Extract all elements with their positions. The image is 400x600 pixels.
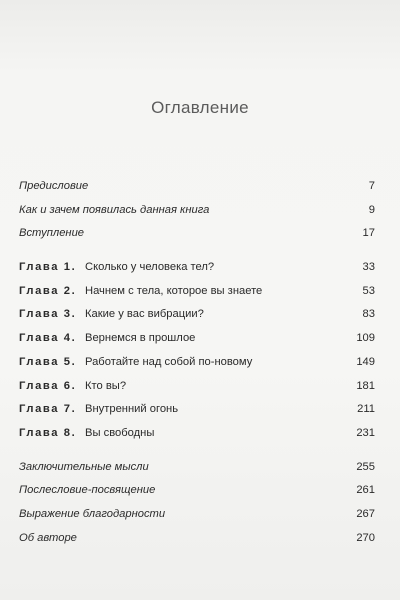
toc-entry-acknowledgements (19, 503, 375, 527)
toc-entry-label: Об авторе (19, 531, 77, 544)
chapter-number: Глава 2. (19, 284, 77, 297)
chapter-title: Вы свободны (85, 426, 155, 439)
chapter-number: Глава 8. (19, 426, 77, 439)
toc-entry-page: 211 (357, 403, 375, 416)
chapter-number: Глава 5. (19, 355, 77, 368)
toc-chapter-5 (19, 351, 375, 375)
toc-entry-label: Предисловие (19, 180, 89, 192)
toc-entry-page: 7 (368, 180, 375, 192)
toc-entry-how-why (19, 199, 375, 223)
chapter-number: Глава 4. (19, 332, 77, 345)
toc-entry-label: Выражение благодарности (19, 507, 166, 520)
page-title: Оглавление (151, 98, 249, 117)
toc-entry-page: 231 (356, 426, 375, 439)
toc-entry-page: 53 (362, 284, 375, 297)
toc-entry-page: 83 (362, 308, 375, 321)
toc-entry-page: 33 (362, 261, 375, 274)
chapter-title: Вернемся в прошлое (85, 332, 196, 345)
toc-entry-page: 109 (356, 332, 375, 345)
chapter-number: Глава 1. (19, 261, 77, 274)
toc-entry-page: 270 (356, 531, 375, 544)
toc-entry-page: 255 (356, 460, 375, 473)
chapter-number: Глава 3. (19, 308, 77, 321)
toc-entry-page: 9 (368, 203, 375, 216)
toc-entry-label: Вступление (19, 227, 85, 240)
chapter-title: Кто вы? (85, 379, 127, 392)
chapter-title: Внутренний огонь (85, 403, 179, 416)
toc-entry-label: Как и зачем появилась данная книга (19, 203, 210, 216)
toc-entry-page: 17 (362, 227, 375, 240)
toc-entry-label: Заключительные мысли (19, 460, 149, 473)
toc-entry-label: Послесловие-посвящение (19, 484, 156, 497)
toc-entry-about-author (19, 527, 375, 551)
toc-entry-preface (19, 175, 375, 199)
toc-chapter-7 (19, 398, 375, 422)
chapter-title: Работайте над собой по-новому (85, 355, 253, 368)
chapter-title: Какие у вас вибрации? (85, 308, 204, 321)
toc-entry-final-thoughts (19, 456, 375, 480)
chapter-title: Начнем с тела, которое вы знаете (85, 284, 263, 297)
toc-chapter-6 (19, 375, 375, 399)
toc-chapter-3 (19, 303, 375, 327)
chapter-number: Глава 7. (19, 403, 77, 416)
toc-entry-introduction (19, 222, 375, 246)
toc-chapter-1 (19, 256, 375, 280)
chapter-title: Сколько у человека тел? (85, 261, 215, 274)
chapter-number: Глава 6. (19, 379, 77, 392)
toc-chapter-2 (19, 280, 375, 304)
toc-chapter-4 (19, 327, 375, 351)
toc-chapter-8 (19, 422, 375, 446)
toc-entry-page: 149 (356, 355, 375, 368)
toc-entry-page: 181 (356, 379, 375, 392)
table-of-contents (19, 175, 375, 550)
toc-entry-afterword (19, 479, 375, 503)
toc-entry-page: 267 (356, 507, 375, 520)
toc-entry-page: 261 (356, 484, 375, 497)
